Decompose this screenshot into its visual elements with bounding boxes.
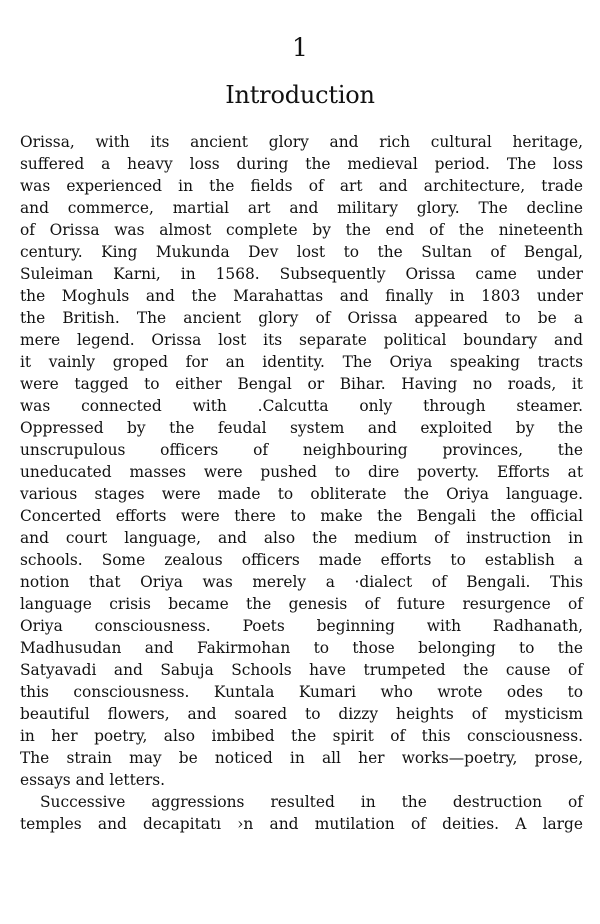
text-line: The strain may be noticed in all her works—poetry, prose,: [20, 749, 583, 767]
text-line: Oriya consciousness. Poets beginning with Radhanath,: [20, 617, 583, 635]
text-line: schools. Some zealous officers made efforts to establish a: [20, 551, 583, 569]
text-line: various stages were made to obliterate the Oriya language.: [20, 485, 583, 503]
text-line: mere legend. Orissa lost its separate political boundary and: [20, 331, 583, 349]
chapter-body: [20, 131, 583, 835]
text-line: were tagged to either Bengal or Bihar. Having no roads, it: [20, 375, 583, 393]
text-line: century. King Mukunda Dev lost to the Sultan of Bengal,: [20, 243, 583, 261]
text-line: beautiful flowers, and soared to dizzy heights of mysticism: [20, 705, 583, 723]
text-line: unscrupulous officers of neighbouring provinces, the: [20, 441, 583, 459]
text-line: temples and decapitatı ›n and mutilation of deities. A large: [20, 815, 583, 833]
text-line: in her poetry, also imbibed the spirit of this consciousness.: [20, 727, 583, 745]
text-line: and commerce, martial art and military glory. The decline: [20, 199, 583, 217]
text-line: was experienced in the fields of art and architecture, trade: [20, 177, 583, 195]
text-line: Oppressed by the feudal system and exploited by the: [20, 419, 583, 437]
text-line: essays and letters.: [20, 771, 166, 789]
text-line: this consciousness. Kuntala Kumari who wrote odes to: [20, 683, 583, 701]
text-line: and court language, and also the medium of instruction in: [20, 529, 583, 547]
text-line: Concerted efforts were there to make the Bengali the official: [20, 507, 583, 525]
text-line: the Moghuls and the Marahattas and finally in 1803 under: [20, 287, 583, 305]
text-line: Successive aggressions resulted in the destruction of: [40, 793, 583, 811]
text-line: of Orissa was almost complete by the end of the nineteenth: [20, 221, 583, 239]
text-line: notion that Oriya was merely a ·dialect of Bengali. This: [20, 573, 583, 591]
text-line: was connected with .Calcutta only through steamer.: [20, 397, 583, 415]
text-line: it vainly groped for an identity. The Oriya speaking tracts: [20, 353, 583, 371]
chapter-number: 1: [292, 33, 308, 62]
text-line: Satyavadi and Sabuja Schools have trumpeted the cause of: [20, 661, 583, 679]
text-line: language crisis became the genesis of future resurgence of: [20, 595, 583, 613]
text-line: uneducated masses were pushed to dire poverty. Efforts at: [20, 463, 583, 481]
text-line: Suleiman Karni, in 1568. Subsequently Orissa came under: [20, 265, 583, 283]
chapter-title: Introduction: [225, 81, 375, 109]
text-line: Orissa, with its ancient glory and rich cultural heritage,: [20, 133, 583, 151]
text-line: suffered a heavy loss during the medieval period. The loss: [20, 155, 583, 173]
text-line: the British. The ancient glory of Orissa appeared to be a: [20, 309, 583, 327]
text-line: Madhusudan and Fakirmohan to those belonging to the: [20, 639, 583, 657]
